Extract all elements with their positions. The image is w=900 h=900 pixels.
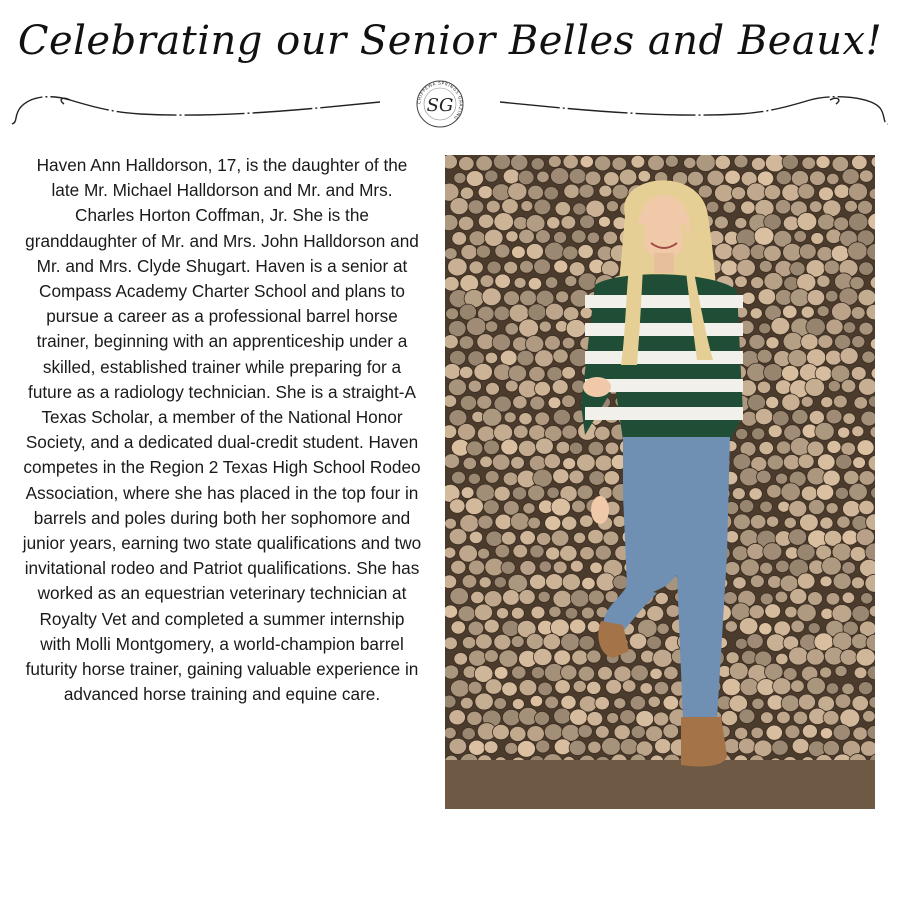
left-swash: [12, 97, 380, 124]
monogram-seal-icon: [416, 80, 463, 127]
page-title: Celebrating our Senior Belles and Beaux!: [17, 18, 883, 64]
ground: [445, 760, 875, 809]
senior-portrait-photo: [445, 155, 875, 809]
monogram-letters: SG: [426, 95, 454, 116]
right-swash: [500, 97, 888, 124]
hand: [583, 377, 611, 397]
header-flourish: [0, 70, 900, 140]
neck: [654, 253, 674, 273]
bio-text: Haven Ann Halldorson, 17, is the daughter of the late Mr. Michael Halldorson and Mr. and Mrs. Charles Horton Coffman, Jr. She is the granddaughter of Mr. and Mrs. John Halldorson and Mr. and Mrs. Clyde Shugart. Haven is a senior at Compass Academy Charter School and plans to pursue a career as a professional barrel horse trainer, beginning with an apprenticeship under a skilled, established trainer while preparing for a future as a radiology technician. She is a straight-A Texas Scholar, a member of the National Honor Society, and a dedicated dual-credit student. Haven competes in the Region 2 Texas High School Rodeo Association, where she has placed in the top four in barrels and poles during both her sophomore and junior years, earning two state qualifications and two invitational rodeo and Patriot qualifications. She has worked as an equestrian veterinary technician at Royalty Vet and completed a summer internship with Molli Montgomery, a world-champion barrel futurity horse trainer, gaining valuable experience in advanced horse training and equine care.: [22, 155, 422, 705]
monogram-ring-text: CHIPPEWA SPRINGS GRAZING: [416, 80, 464, 121]
boot-standing: [681, 717, 727, 767]
hand-lower: [591, 496, 609, 524]
